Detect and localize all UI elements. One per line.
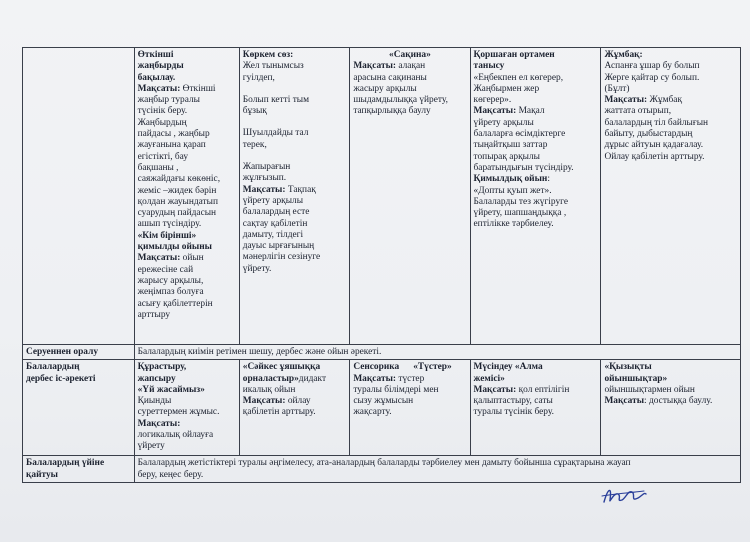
cell-title: Сенсорика «Түстер» [353, 362, 452, 373]
cell-sensory [350, 360, 470, 456]
game-title: «Кім бірінші» қимылды ойыны [137, 230, 212, 253]
cell-title: Мүсіндеу «Алма жемісі» [473, 362, 543, 384]
cell-matching-game [239, 360, 350, 456]
cell-poem [239, 48, 350, 345]
table-row [23, 48, 741, 345]
cell-text: Қиынды суреттермен жұмыс. [137, 396, 220, 418]
table-row [23, 456, 741, 483]
cell-goal: Мақсаты: Мақал үйрету арқылы балаларға өсімдіктерге тыңайтқыш заттар топырақ арқылы баратындығын түсіндіру. [473, 106, 574, 173]
cell-title: Көркем сөз: [242, 50, 294, 60]
handwritten-signature-icon [598, 482, 650, 508]
cell-goal: Мақсаты: қол ептілігін қалыптастыру, саты туралы түсінік беру. [473, 384, 570, 418]
row-label-return-from-walk: Серуеннен оралу [23, 345, 135, 360]
cell-goal: Мақсаты: алақан арасына сақинаны жасыру арқылы шыдамдылыққа үйрету, тапқырлыққа баулу [353, 61, 448, 117]
cell-title: Құрастыру, жапсыру «Үй жасаймыз» [137, 362, 205, 395]
cell-return-from-walk: Балалардың киімін ретімен шешу, дербес және ойын әрекеті. [134, 345, 740, 360]
cell-modeling [470, 360, 601, 456]
cell-toys [601, 360, 741, 456]
cell-ring-game [350, 48, 470, 345]
game-goal: Мақсаты: ойын ережесіне сай жарысу арқылы, жеңімпаз болуға асығу қабілеттерін арттыру [137, 253, 213, 320]
riddle-text: Аспанға ұшар бу болып Жерге қайтар су болып. (Бұлт) [604, 61, 700, 94]
cell-goal: Мақсаты: Тақпақ үйрету арқылы балалардың есте сақтау қабілетін дамыту, тілдегі дауыс ырғағының мәнерлігін сезінуге үйрету. [242, 184, 321, 274]
cell-title: «Қызықты ойыншықтар» [604, 362, 668, 384]
schedule-table [22, 47, 741, 483]
cell-title: «Сәйкес ұяшыққа орналастыр»дидакт икалық ойын [242, 362, 327, 395]
cell-title: Қоршаған ортамен танысу [473, 50, 555, 72]
cell-rain-observation [134, 48, 239, 345]
cell-title: Жұмбақ: [604, 50, 643, 60]
cell-construction [134, 360, 239, 456]
cell-text: ойыншықтармен ойын Мақсаты: достыққа баулу. [604, 384, 713, 407]
cell-going-home: Балалардың жетістіктері туралы әңгімелесу, ата-аналардың балаларды тәрбиелеу мен дамыту бойынша сұрақтарына жауап беру, кеңес беру. [134, 456, 740, 483]
cell-riddle [601, 48, 741, 345]
proverb-text: «Еңбекпен ел көгерер, Жаңбырмен жер көгерер». [473, 72, 564, 106]
cell-goal: Мақсаты: ойлау қабілетін арттыру. [242, 396, 316, 418]
cell-environment [470, 48, 601, 345]
cell-title: «Сақина» [389, 50, 431, 60]
cell-goal: Мақсаты: Жұмбақ жаттата отырып, балалардың тіл байлығын байыту, дыбыстардың дұрыс айтуын қадағалау. Ойлау қабілетін арттыру. [604, 95, 709, 162]
row-label-going-home: Балалардың үйіне қайтуы [23, 456, 135, 483]
row-label-empty [23, 48, 135, 345]
poem-text: Жел тынымсыз гуілдеп, Болып кетті тым бұзық Шуылдайды тал терек, Жапырағын жұлғызып. [242, 61, 310, 184]
row-label-independent-activity: Балалардың дербес іс-әрекеті [23, 360, 135, 456]
cell-goal: Мақсаты: логикалық ойлауға үйрету [137, 418, 214, 452]
game-section: Қимылдық ойын: «Допты қуып жет». Балаларды тез жүгіруге үйрету, шапшаңдыққа , ептілікке тәрбиелеу. [473, 174, 569, 230]
cell-goal: Мақсаты: түстер туралы білімдері мен сызу жұмысын жақсарту. [353, 373, 439, 418]
table-row [23, 360, 741, 456]
cell-title: Өткінші жаңбырды бақылау. [137, 50, 184, 83]
table-row [23, 345, 741, 360]
cell-goal: Мақсаты: Өткінші жаңбыр туралы түсінік беру. Жаңбырдың пайдасы , жаңбыр жауғанына қарап егістікті, бау бақшаны , саяжайдағы көкөніс, жеміс –жидек бәрін қолдан жауындатып суарудың пайдасын ашып түсіндіру. [137, 83, 221, 230]
